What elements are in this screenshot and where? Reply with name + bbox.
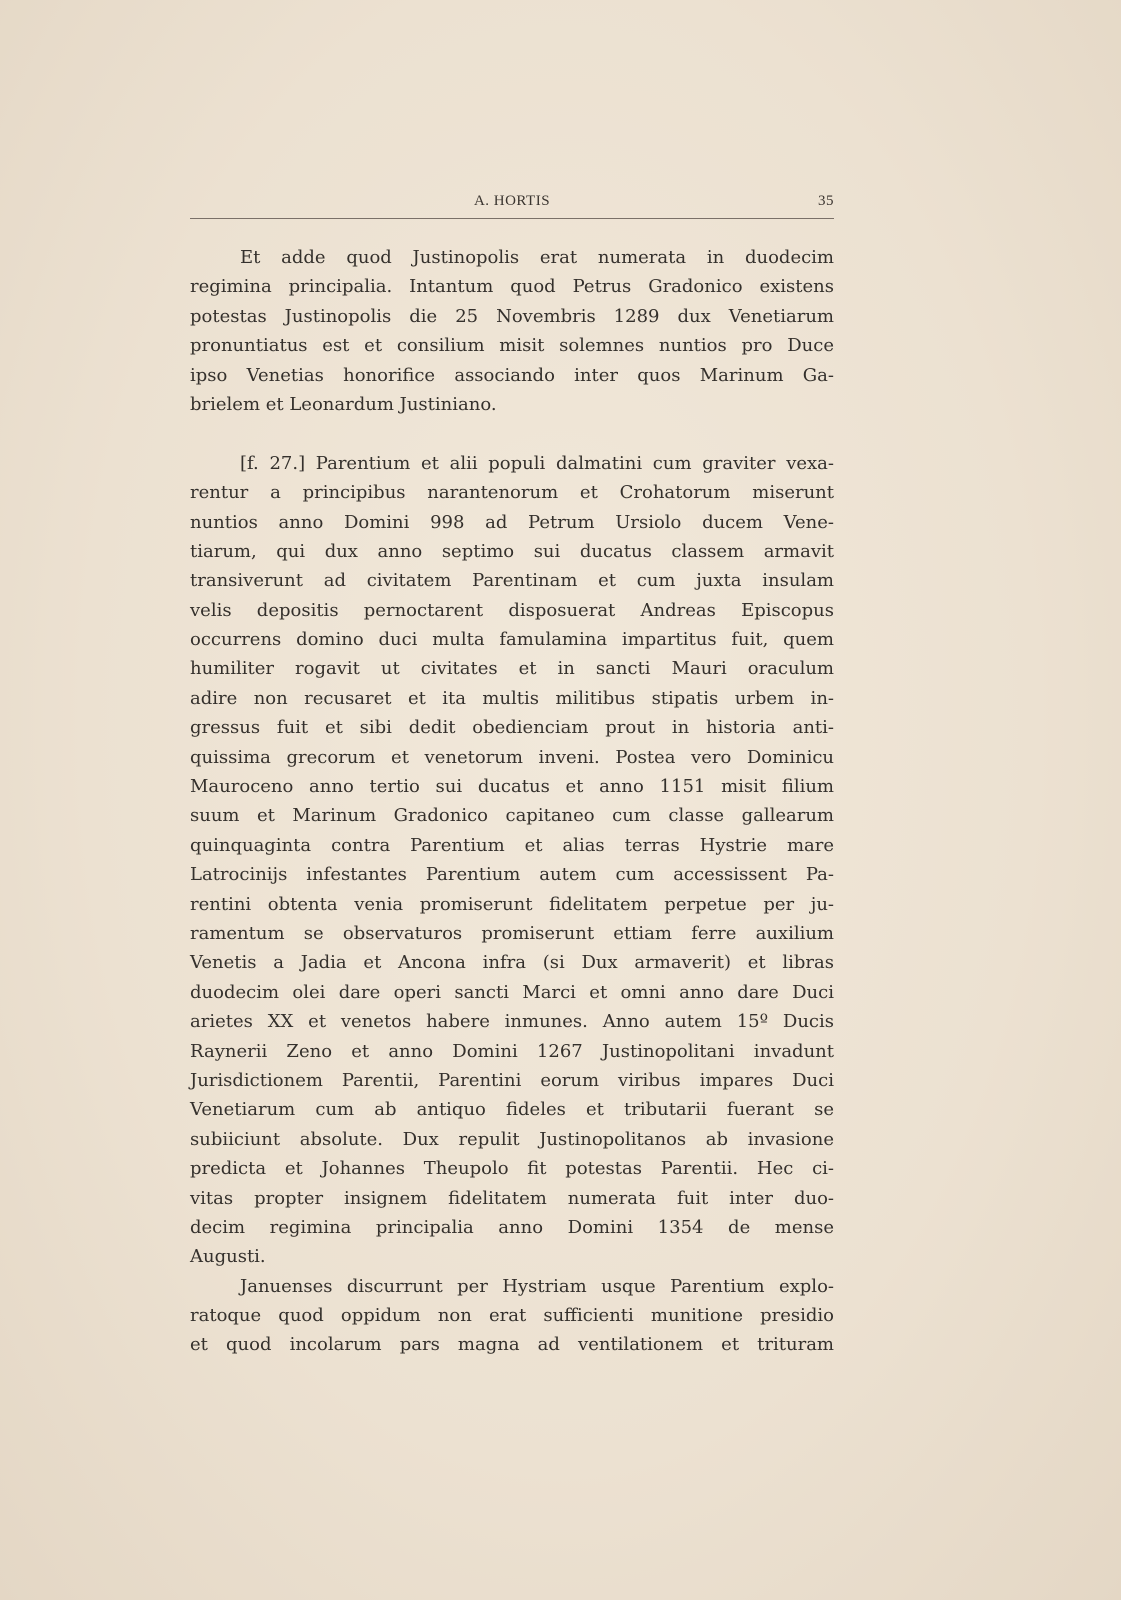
text-line: gressus fuit et sibi dedit obedienciam prout in historia anti- [190,717,834,739]
text-line: ipso Venetias honorifice associando inter quos Marinum Ga- [190,364,834,386]
text-line: tiarum, qui dux anno septimo sui ducatus classem armavit [190,540,834,562]
page-number: 35 [818,193,834,209]
header-rule [190,218,834,219]
text-line: rentur a principibus narantenorum et Crohatorum miserunt [190,482,834,504]
text-line: rentini obtenta venia promiserunt fidelitatem perpetue per ju- [190,893,834,915]
text-line: Januenses discurrunt per Hystriam usque Parentium explo- [240,1275,834,1297]
text-line: subiiciunt absolute. Dux repulit Justinopolitanos ab invasione [190,1128,834,1150]
text-line: Mauroceno anno tertio sui ducatus et anno 1151 misit filium [190,776,834,798]
text-line: Venetiarum cum ab antiquo fideles et tributarii fuerant se [190,1099,834,1121]
text-line: potestas Justinopolis die 25 Novembris 1289 dux Venetiarum [190,305,834,327]
text-line: brielem et Leonardum Justiniano. [190,393,497,415]
text-line: arietes XX et venetos habere inmunes. Anno autem 15º Ducis [190,1011,834,1033]
text-line: [f. 27.] Parentium et alii populi dalmatini cum graviter vexa- [240,452,834,474]
text-line: Venetis a Jadia et Ancona infra (si Dux armaverit) et libras [190,952,834,974]
text-line: suum et Marinum Gradonico capitaneo cum classe gallearum [190,805,834,827]
paragraph-1 [190,243,834,419]
text-line: nuntios anno Domini 998 ad Petrum Ursiolo ducem Vene- [190,511,834,533]
text-line: Raynerii Zeno et anno Domini 1267 Justinopolitani invadunt [190,1040,834,1062]
text-line: Augusti. [190,1246,266,1268]
text-line: occurrens domino duci multa famulamina impartitus fuit, quem [190,629,834,651]
text-line: decim regimina principalia anno Domini 1354 de mense [190,1216,834,1238]
text-line: Jurisdictionem Parentii, Parentini eorum viribus impares Duci [190,1069,834,1091]
text-line: duodecim olei dare operi sancti Marci et omni anno dare Duci [190,981,834,1003]
running-head: A. HORTIS [473,193,551,209]
text-line: Et adde quod Justinopolis erat numerata in duodecim [240,247,834,268]
text-line: transiverunt ad civitatem Parentinam et cum juxta insulam [190,570,834,592]
body-text [190,243,834,1360]
paragraph-2 [190,449,834,1272]
text-line: ratoque quod oppidum non erat sufficienti munitione presidio [190,1305,834,1327]
text-line: et quod incolarum pars magna ad ventilationem et trituram [190,1334,834,1356]
text-line: regimina principalia. Intantum quod Petrus Gradonico existens [190,276,834,298]
text-line: velis depositis pernoctarent disposuerat Andreas Episcopus [190,599,834,621]
text-line: vitas propter insignem fidelitatem numerata fuit inter duo- [190,1187,834,1209]
paragraph-gap [190,419,834,448]
paragraph-3 [190,1272,834,1360]
text-line: quissima grecorum et venetorum inveni. Postea vero Dominicu [190,746,834,768]
text-line: ramentum se observaturos promiserunt ettiam ferre auxilium [190,922,834,944]
text-line: pronuntiatus est et consilium misit solemnes nuntios pro Duce [190,335,834,357]
text-line: humiliter rogavit ut civitates et in sancti Mauri oraculum [190,658,834,680]
text-line: predicta et Johannes Theupolo fit potestas Parentii. Hec ci- [190,1158,834,1180]
text-line: Latrocinijs infestantes Parentium autem cum accessissent Pa- [190,864,834,886]
page-header [190,193,834,215]
text-line: adire non recusaret et ita multis militibus stipatis urbem in- [190,687,834,709]
text-line: quinquaginta contra Parentium et alias terras Hystrie mare [190,834,834,856]
